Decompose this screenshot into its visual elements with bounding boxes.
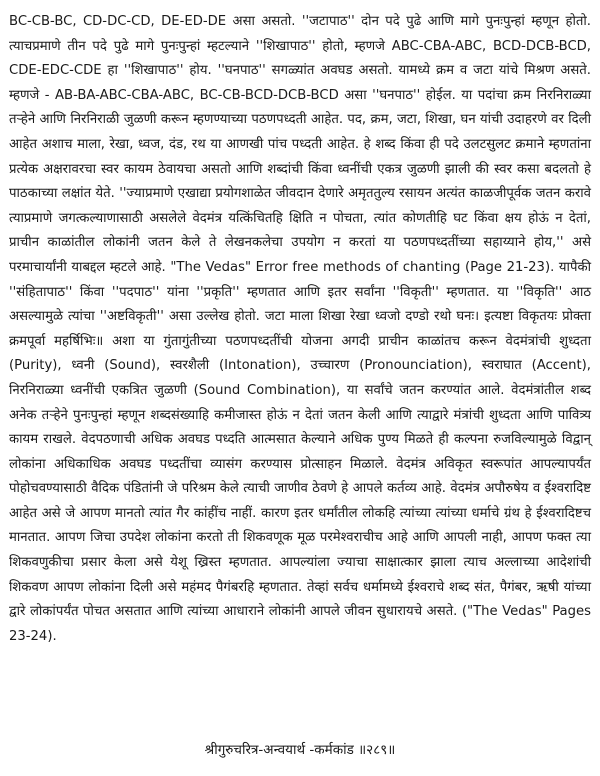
page-footer: श्रीगुरुचरित्र-अन्वयार्थ -कर्मकांड ॥२८९॥ [204, 742, 396, 758]
body-paragraph: BC-CB-BC, CD-DC-CD, DE-ED-DE असा असतो. ''जटापाठ'' दोन पदे पुढे आणि मागे पुनःपुन्हां म्हणून होतो. त्याचप्रमाणे तीन पदे पुढे मागे पुनःपुन्हां म्हटल्याने ''शिखापाठ'' होतो, म्हणजे ABC-CBA-ABC, BCD-DCB-BCD, CDE-EDC-CDE हा ''शिखापाठ'' होय. ''घनपाठ'' सगळ्यांत अवघड असतो. यामध्ये क्रम व जटा यांचे मिश्रण असते. म्हणजे - AB-BA-ABC-CBA-ABC, BC-CB-BCD-DCB-BCD असा ''घनपाठ'' होईल. या पदांचा क्रम निरनिराळ्या तऱ्हेने आणि निरनिराळी जुळणी करून म्हणण्याच्या पठणपध्दती आहेत. पद, क्रम, जटा, शिखा, घन यांची उदाहरणे वर दिली आहेत अशाच माला, रेखा, ध्वज, दंड, रथ या आणखी पांच पध्दती आहेत. हे शब्द किंवा ही पदे उलटसुलट क्रमाने म्हणतांना प्रत्येक अक्षरावरचा स्वर कायम ठेवायचा असतो आणि शब्दांची किंवा ध्वनींची एकत्र जुळणी झाली की स्वर कसा बदलतो हे पाठकाच्या लक्षांत येते. ''ज्याप्रमाणे एखाद्या प्रयोगशाळेत जीवदान देणारे अमृततुल्य रसायन अत्यंत काळजीपूर्वक जतन करावे त्याप्रमाणे जगत्कल्याणासाठी असलेले वेदमंत्र यत्किंचितहि क्षिति न पोचता, त्यांत कोणतीहि घट किंवा क्षय होऊं न देतां, प्राचीन काळांतील लोकांनी जतन केले ते लेखनकलेचा उपयोग न करतां या पठणपध्दतींच्या सहाय्याने होय,'' असे परमाचार्यांनी याबद्दल म्हटले आहे. "The Vedas" Error free methods of chanting (Page 21-23). यापैकी ''संहितापाठ'' किंवा ''पदपाठ'' यांना ''प्रकृति'' म्हणतात आणि इतर सर्वांना ''विकृती'' म्हणतात. या ''विकृति'' आठ असल्यामुळे त्यांचा ''अष्टविकृती'' असा उल्लेख होतो. जटा माला शिखा रेखा ध्वजो दण्डो रथो घनः। इत्यष्टा विकृतयः प्रोक्ता क्रमपूर्वा महर्षिभिः॥ अशा या गुंतागुंतीच्या पठणपध्दतींची योजना अगदी प्राचीन काळांतच करून वेदमंत्रांची शुध्दता (Purity), ध्वनी (Sound), स्वरशैली (Intonation), उच्चारण (Pronounciation), स्वराघात (Accent), निरनिराळ्या ध्वनींची एकत्रित जुळणी (Sound Combination), या सर्वांचे जतन करण्यांत आले. वेदमंत्रांतील शब्द अनेक तऱ्हेने पुनःपुन्हां म्हणून शब्दसंख्याहि कमीजास्त होऊं न देतां जतन केली आणि त्याद्वारे मंत्रांची शुध्दता आणि पावित्र्य कायम राखले. वेदपठणाची अधिक अवघड पध्दति आत्मसात केल्याने अधिक पुण्य मिळते ही कल्पना रुजविल्यामुळे विद्वान् लोकांना अधिकाधिक अवघड पध्दतींचा व्यासंग करण्यास प्रोत्साहन मिळाले. वेदमंत्र अविकृत स्वरूपांत आपल्यापर्यंत पोहोचवण्यासाठी वैदिक पंडितांनी जे परिश्रम केले त्याची जाणीव ठेवणे हे आपले कर्तव्य आहे. वेदमंत्र अपौरुषेय व ईश्वरादिष्ट आहेत असे जे आपण मानतो त्यांत गैर कांहींच नाहीं. कारण इतर धर्मांतील लोकहि त्यांच्या त्यांच्या धर्माचे ग्रंथ हे ईश्वरादिष्टच मानतात. आपण जिचा उपदेश लोकांना करतो ती शिकवणूक मूळ परमेश्वराचीच आहे आणि आपली नाही, आपण फक्त त्या शिकवणुकीचा प्रसार केला असे येशू ख्रिस्त म्हणतात. आपल्यांला ज्याचा साक्षात्कार झाला त्याच अल्लाच्या आदेशांची शिकवण आपण लोकांना दिली असे महंमद पैगंबरहि म्हणतात. तेव्हां सर्वच धर्मामध्ये ईश्वराचे शब्द संत, पैगंबर, ऋषी यांच्या द्वारे लोकांपर्यंत पोचत असतात आणि त्यांच्या आधाराने लोकांनी आपले जीवन सुधारायचे असते. ("The Vedas" Pages 23-24). [9, 14, 591, 644]
